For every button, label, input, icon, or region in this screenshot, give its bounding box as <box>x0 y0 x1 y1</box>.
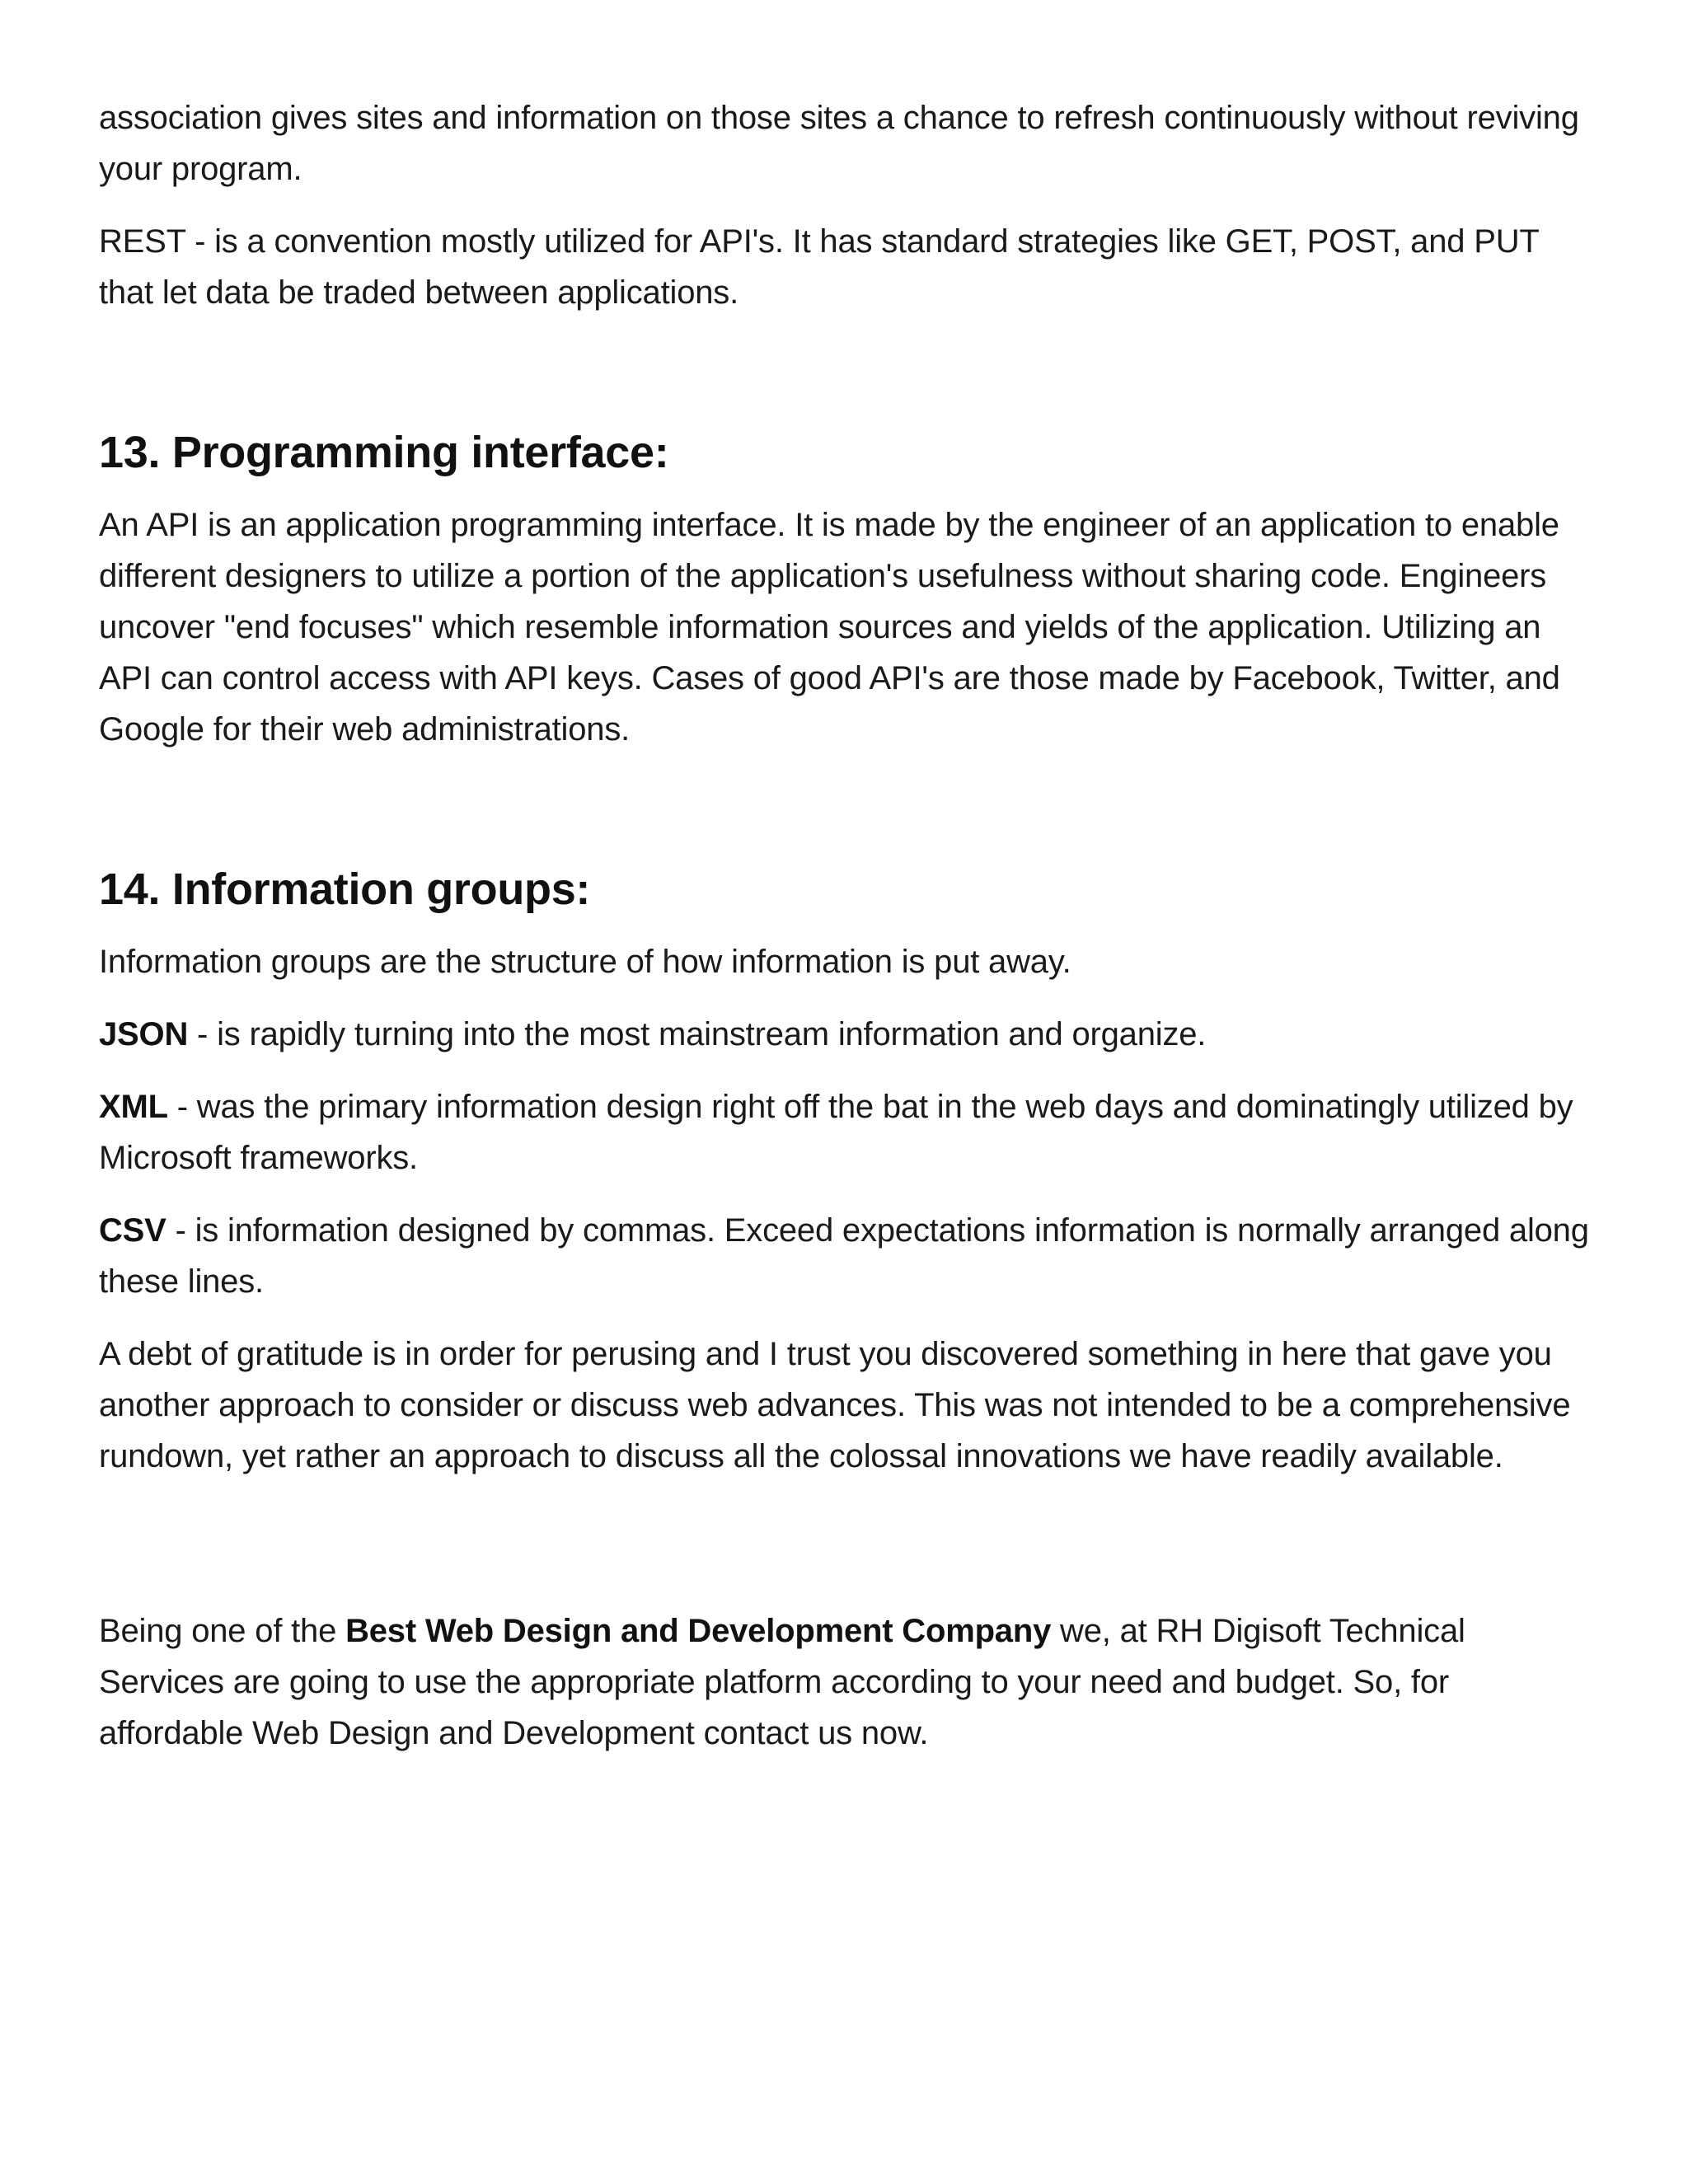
promo-before: Being one of the <box>99 1613 346 1649</box>
closing-paragraph: A debt of gratitude is in order for perusing and I trust you discovered something in here that gave you another approach to consider or discuss web advances. This was not intended to be a comprehensive rundown, yet rather an approach to discuss all the colossal innovations we have readily available. <box>99 1336 1571 1474</box>
csv-text: - is information designed by commas. Exceed expectations information is normally arranged along these lines. <box>99 1212 1589 1300</box>
intro-paragraph-association: association gives sites and information on those sites a chance to refresh continuously without reviving your program. <box>99 100 1579 187</box>
xml-definition <box>99 1081 1599 1183</box>
csv-term: CSV <box>99 1212 166 1249</box>
xml-text: - was the primary information design right off the bat in the web days and dominatingly utilized by Microsoft frameworks. <box>99 1089 1573 1176</box>
intro-paragraph-rest: REST - is a convention mostly utilized for API's. It has standard strategies like GET, POST, and PUT that let data be traded between applications. <box>99 223 1539 311</box>
section-14-heading: 14. Information groups: <box>99 865 591 914</box>
xml-term: XML <box>99 1089 168 1125</box>
promo-paragraph <box>99 1605 1599 1759</box>
promo-after: we, at RH Digisoft Technical Services are going to use the appropriate platform according to your need and budget. So, for affordable Web Design and Development contact us now. <box>99 1613 1465 1751</box>
json-text: - is rapidly turning into the most mainstream information and organize. <box>188 1016 1207 1052</box>
document-page <box>99 92 1599 1759</box>
json-term: JSON <box>99 1016 189 1052</box>
json-definition <box>99 1009 1599 1060</box>
promo-company-highlight: Best Web Design and Development Company <box>345 1613 1052 1649</box>
section-13-heading: 13. Programming interface: <box>99 428 669 477</box>
csv-definition <box>99 1205 1599 1307</box>
section-14-intro: Information groups are the structure of how information is put away. <box>99 944 1071 980</box>
section-13-body: An API is an application programming interface. It is made by the engineer of an application to enable different designers to utilize a portion of the application's usefulness without sharing code. Engineers uncover "end focuses" which resemble information sources and yields of the application. Utilizing an API can control access with API keys. Cases of good API's are those made by Facebook, Twitter, and Google for their web administrations. <box>99 507 1560 748</box>
